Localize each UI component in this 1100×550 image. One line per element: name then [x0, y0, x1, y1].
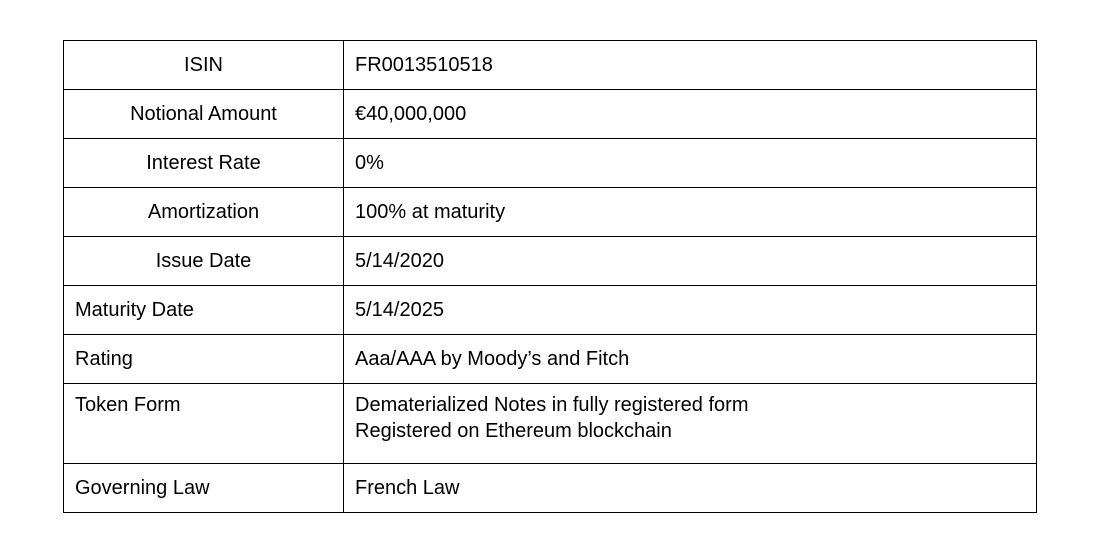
table-row-amortization — [64, 188, 1037, 237]
row-label: Maturity Date — [64, 286, 344, 335]
row-label: Amortization — [64, 188, 344, 237]
row-label: Rating — [64, 335, 344, 384]
row-label: ISIN — [64, 41, 344, 90]
row-value: 5/14/2020 — [344, 237, 1037, 286]
table-row-issue-date — [64, 237, 1037, 286]
row-value: €40,000,000 — [344, 90, 1037, 139]
table-row-isin — [64, 41, 1037, 90]
table-row-interest-rate — [64, 139, 1037, 188]
row-label: Notional Amount — [64, 90, 344, 139]
row-value: French Law — [344, 464, 1037, 513]
row-value — [344, 384, 1037, 464]
row-value: Aaa/AAA by Moody’s and Fitch — [344, 335, 1037, 384]
value-line: Registered on Ethereum blockchain — [355, 420, 672, 442]
table-row-notional-amount — [64, 90, 1037, 139]
row-value: 100% at maturity — [344, 188, 1037, 237]
row-label: Token Form — [64, 384, 344, 464]
bond-terms-table — [63, 40, 1037, 513]
row-value: FR0013510518 — [344, 41, 1037, 90]
table-row-rating — [64, 335, 1037, 384]
row-label: Interest Rate — [64, 139, 344, 188]
row-value: 0% — [344, 139, 1037, 188]
table-row-governing-law — [64, 464, 1037, 513]
row-value: 5/14/2025 — [344, 286, 1037, 335]
row-label: Governing Law — [64, 464, 344, 513]
table-row-token-form — [64, 384, 1037, 464]
table-row-maturity-date — [64, 286, 1037, 335]
value-line: Dematerialized Notes in fully registered form — [355, 394, 749, 416]
row-label: Issue Date — [64, 237, 344, 286]
